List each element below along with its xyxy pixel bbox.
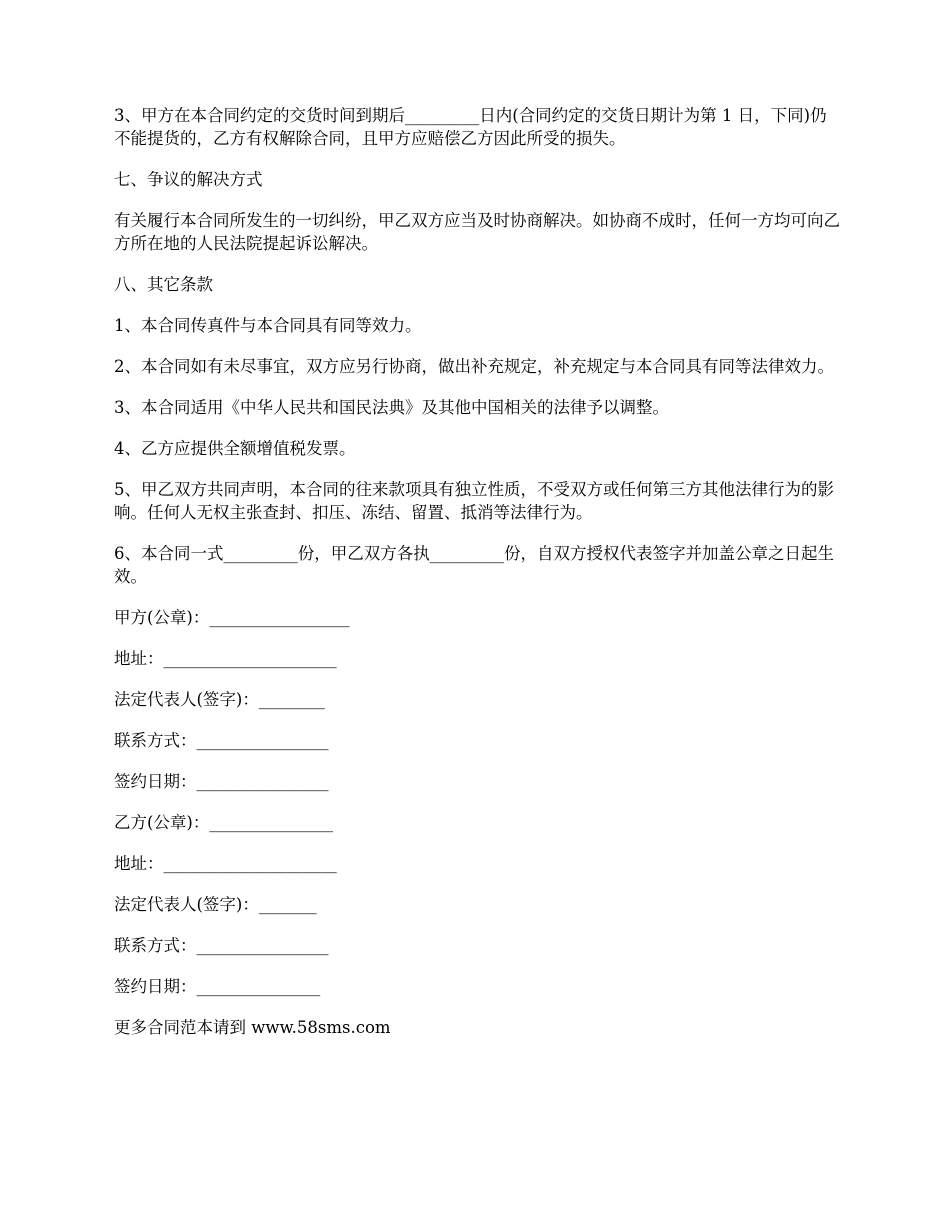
section-heading-dispute-resolution: 七、争议的解决方式: [114, 170, 263, 189]
other-terms-clause-2: 2、本合同如有未尽事宜，双方应另行协商，做出补充规定，补充规定与本合同具有同等法律效力。: [114, 357, 834, 376]
party-a-date-field: 签约日期：________________: [114, 772, 329, 791]
other-terms-clause-4: 4、乙方应提供全额增值税发票。: [114, 439, 356, 458]
other-terms-clause-1: 1、本合同传真件与本合同具有同等效力。: [114, 316, 422, 335]
section-heading-other-terms: 八、其它条款: [114, 275, 213, 294]
party-b-signature-block: [114, 811, 840, 998]
party-b-seal-field: 乙方(公章)：_______________: [114, 813, 334, 832]
party-a-signature-block: [114, 606, 840, 793]
party-a-contact-field: 联系方式：________________: [114, 731, 329, 750]
party-b-legal-rep-field: 法定代表人(签字)：_______: [114, 895, 317, 914]
party-a-seal-field: 甲方(公章)：_________________: [114, 608, 350, 627]
party-b-contact-field: 联系方式：________________: [114, 936, 329, 955]
document-page: [114, 104, 840, 1056]
party-a-legal-rep-field: 法定代表人(签字)：________: [114, 690, 325, 709]
footer-website-note: 更多合同范本请到 www.58sms.com: [114, 1018, 391, 1037]
other-terms-clause-6: 6、本合同一式_________份，甲乙双方各执_________份，自双方授权代表签字并加盖公章之日起生效。: [114, 544, 834, 586]
clause-7-3-text: 3、甲方在本合同约定的交货时间到期后_________日内(合同约定的交货日期计为第 1 日，下同)仍不能提货的，乙方有权解除合同，且甲方应赔偿乙方因此所受的损失。: [114, 106, 827, 148]
party-b-date-field: 签约日期：_______________: [114, 977, 321, 996]
dispute-resolution-text: 有关履行本合同所发生的一切纠纷，甲乙双方应当及时协商解决。如协商不成时，任何一方均可向乙方所在地的人民法院提起诉讼解决。: [114, 211, 840, 253]
party-b-address-field: 地址：_____________________: [114, 854, 337, 873]
other-terms-clause-3: 3、本合同适用《中华人民共和国民法典》及其他中国相关的法律予以调整。: [114, 398, 669, 417]
other-terms-clause-5: 5、甲乙双方共同声明，本合同的往来款项具有独立性质，不受双方或任何第三方其他法律行为的影响。任何人无权主张查封、扣压、冻结、留置、抵消等法律行为。: [114, 480, 834, 522]
party-a-address-field: 地址：_____________________: [114, 649, 337, 668]
